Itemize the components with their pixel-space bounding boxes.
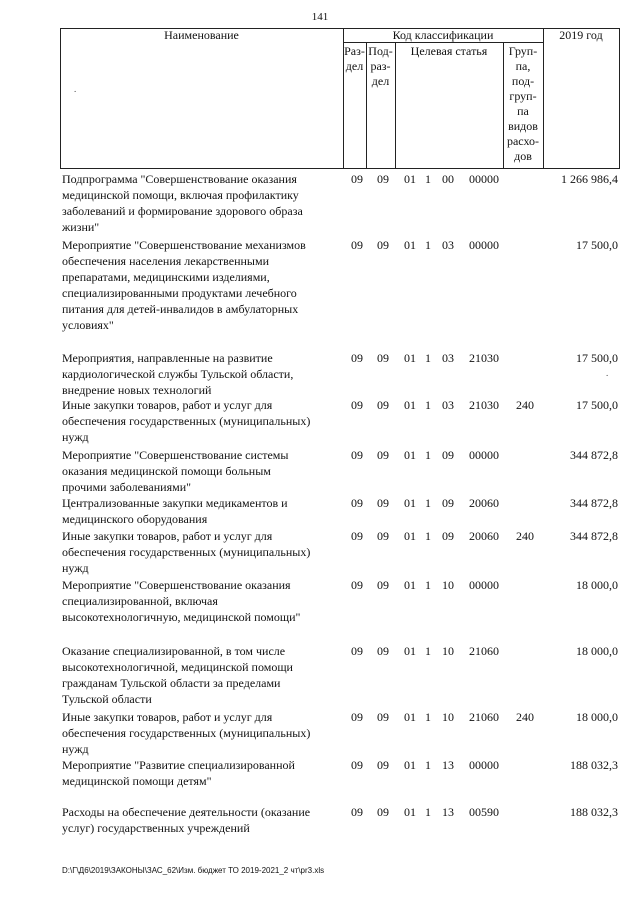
- row-name: Мероприятие "Совершенствование механизмов обеспечения населения лекарственными препаратами, медицинскими изделиями, специализированными продуктами лечебного питания для детей-инвалидов в амбулаторных условиях": [62, 238, 306, 332]
- scan-speck: .: [74, 84, 77, 94]
- row-amount: 344 872,8: [570, 496, 618, 510]
- row-code-t4: 00000: [469, 172, 499, 186]
- row-code-t1: 01: [404, 172, 416, 186]
- row-amount: 18 000,0: [576, 710, 618, 724]
- row-name: Мероприятие "Развитие специализированной медицинской помощи детям": [62, 758, 295, 788]
- row-amount: 188 032,3: [570, 805, 618, 819]
- row-code-t3: 13: [442, 805, 454, 819]
- row-code-t4: 00000: [469, 448, 499, 462]
- row-code-t2: 1: [425, 238, 431, 252]
- row-name: Оказание специализированной, в том числе высокотехнологичной, медицинской помощи гражданам Тульской области за пределами Тульской области: [62, 644, 293, 706]
- row-amount: 188 032,3: [570, 758, 618, 772]
- row-code-pr: 09: [377, 758, 389, 772]
- row-code-t1: 01: [404, 805, 416, 819]
- header-razdel: Раз- дел: [344, 44, 365, 73]
- row-code-pr: 09: [377, 496, 389, 510]
- row-code-t4: 20060: [469, 496, 499, 510]
- row-code-t1: 01: [404, 710, 416, 724]
- row-amount: 1 266 986,4: [561, 172, 618, 186]
- row-code-rz: 09: [351, 710, 363, 724]
- row-code-pr: 09: [377, 578, 389, 592]
- row-code-t1: 01: [404, 496, 416, 510]
- row-name: Мероприятия, направленные на развитие кардиологической службы Тульской области, внедрение новых технологий: [62, 351, 294, 397]
- row-amount: 17 500,0: [576, 398, 618, 412]
- row-code-t2: 1: [425, 710, 431, 724]
- row-name: Подпрограмма "Совершенствование оказания медицинской помощи, включая профилактику заболеваний и формирование здорового образа жизни": [62, 172, 303, 234]
- row-code-t3: 03: [442, 238, 454, 252]
- row-code-t2: 1: [425, 805, 431, 819]
- row-code-t3: 09: [442, 448, 454, 462]
- row-code-rz: 09: [351, 578, 363, 592]
- row-code-t2: 1: [425, 398, 431, 412]
- row-amount: 17 500,0: [576, 351, 618, 365]
- row-code-t4: 21030: [469, 398, 499, 412]
- row-name: Иные закупки товаров, работ и услуг для обеспечения государственных (муниципальных) нужд: [62, 710, 311, 756]
- row-code-t4: 21060: [469, 710, 499, 724]
- row-code-vr: 240: [516, 529, 534, 543]
- header-expense-group: Груп- па, под- груп- па видов расхо- дов: [506, 44, 540, 163]
- row-code-t4: 21060: [469, 644, 499, 658]
- row-code-pr: 09: [377, 710, 389, 724]
- row-code-pr: 09: [377, 529, 389, 543]
- row-code-rz: 09: [351, 496, 363, 510]
- row-code-t1: 01: [404, 644, 416, 658]
- row-amount: 18 000,0: [576, 644, 618, 658]
- row-code-t3: 09: [442, 529, 454, 543]
- row-code-t1: 01: [404, 529, 416, 543]
- row-code-t1: 01: [404, 448, 416, 462]
- row-amount: 18 000,0: [576, 578, 618, 592]
- row-code-t2: 1: [425, 351, 431, 365]
- header-target-article: Целевая статья: [410, 44, 488, 58]
- header-year: 2019 год: [559, 28, 603, 42]
- row-code-t2: 1: [425, 578, 431, 592]
- row-code-pr: 09: [377, 238, 389, 252]
- row-code-rz: 09: [351, 529, 363, 543]
- row-code-pr: 09: [377, 172, 389, 186]
- row-code-vr: 240: [516, 398, 534, 412]
- row-code-t3: 13: [442, 758, 454, 772]
- row-code-t3: 03: [442, 351, 454, 365]
- row-code-t2: 1: [425, 529, 431, 543]
- row-amount: 17 500,0: [576, 238, 618, 252]
- row-code-t4: 21030: [469, 351, 499, 365]
- row-amount: 344 872,8: [570, 529, 618, 543]
- row-code-t1: 01: [404, 398, 416, 412]
- row-name: Централизованные закупки медикаментов и медицинского оборудования: [62, 496, 288, 526]
- file-path-footer: D:\Г\Д6\2019\ЗАКОНЫ\ЗАС_62\Изм. бюджет ТО 2019-2021_2 чт\pr3.xls: [62, 866, 325, 875]
- row-code-t2: 1: [425, 758, 431, 772]
- row-code-pr: 09: [377, 805, 389, 819]
- header-classification: Код классификации: [392, 28, 494, 42]
- header-podrazdel: Под- раз- дел: [368, 44, 393, 88]
- row-code-rz: 09: [351, 172, 363, 186]
- row-code-t1: 01: [404, 351, 416, 365]
- row-code-t4: 00000: [469, 578, 499, 592]
- row-code-t1: 01: [404, 578, 416, 592]
- row-name: Иные закупки товаров, работ и услуг для обеспечения государственных (муниципальных) нужд: [62, 398, 311, 444]
- row-name: Расходы на обеспечение деятельности (оказание услуг) государственных учреждений: [62, 805, 311, 835]
- row-name: Мероприятие "Совершенствование оказания специализированной, включая высокотехнологичную, медицинской помощи": [62, 578, 301, 624]
- row-code-rz: 09: [351, 238, 363, 252]
- scan-speck: .: [606, 368, 609, 378]
- row-code-t4: 00000: [469, 238, 499, 252]
- row-code-t3: 10: [442, 644, 454, 658]
- row-code-t4: 00000: [469, 758, 499, 772]
- row-code-t4: 00590: [469, 805, 499, 819]
- row-name: Мероприятие "Совершенствование системы оказания медицинской помощи больным прочими заболеваниями": [62, 448, 289, 494]
- row-code-pr: 09: [377, 351, 389, 365]
- row-code-pr: 09: [377, 644, 389, 658]
- header-name: Наименование: [164, 28, 239, 42]
- row-code-t1: 01: [404, 238, 416, 252]
- row-amount: 344 872,8: [570, 448, 618, 462]
- row-code-rz: 09: [351, 805, 363, 819]
- row-code-pr: 09: [377, 448, 389, 462]
- row-code-t3: 10: [442, 578, 454, 592]
- table-header: [60, 28, 620, 168]
- row-code-t1: 01: [404, 758, 416, 772]
- row-code-t2: 1: [425, 448, 431, 462]
- page-number: 141: [311, 11, 329, 23]
- row-code-rz: 09: [351, 644, 363, 658]
- row-code-t3: 00: [442, 172, 454, 186]
- row-code-rz: 09: [351, 351, 363, 365]
- row-code-t2: 1: [425, 172, 431, 186]
- row-code-rz: 09: [351, 398, 363, 412]
- row-code-t2: 1: [425, 644, 431, 658]
- row-code-t2: 1: [425, 496, 431, 510]
- row-code-t3: 03: [442, 398, 454, 412]
- row-code-pr: 09: [377, 398, 389, 412]
- row-code-t4: 20060: [469, 529, 499, 543]
- row-code-rz: 09: [351, 758, 363, 772]
- row-code-t3: 09: [442, 496, 454, 510]
- row-code-t3: 10: [442, 710, 454, 724]
- row-name: Иные закупки товаров, работ и услуг для обеспечения государственных (муниципальных) нужд: [62, 529, 311, 575]
- row-code-rz: 09: [351, 448, 363, 462]
- row-code-vr: 240: [516, 710, 534, 724]
